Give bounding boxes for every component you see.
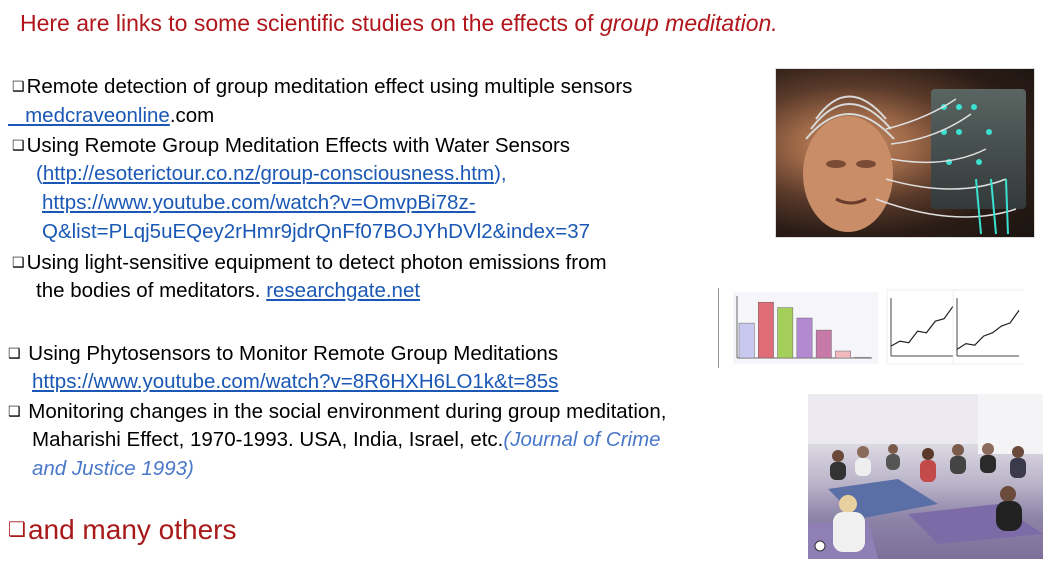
- checkbox-bullet-icon: ❑: [12, 254, 25, 270]
- youtube-link-water-sensors[interactable]: https://www.youtube.com/watch?v=OmvpBi78z-: [42, 191, 476, 214]
- item-5-line3: [32, 456, 194, 482]
- bar-3: [778, 308, 793, 358]
- item-3-heading-line: [12, 249, 607, 276]
- item-2-heading-line: [12, 132, 570, 159]
- bar-6: [835, 351, 850, 358]
- item-1-link-line: [8, 103, 214, 129]
- bar-4: [797, 318, 812, 358]
- meditation-room-icon: [808, 394, 1043, 559]
- research-charts: [718, 288, 1023, 368]
- item-4-link-line: [32, 369, 558, 395]
- head-with-electrodes-icon: [776, 69, 1035, 238]
- item-4-heading: Using Phytosensors to Monitor Remote Group Meditations: [22, 342, 559, 365]
- item-1-heading-line: [12, 73, 632, 100]
- title-emphasis: group meditation.: [599, 10, 778, 36]
- line-chart-2-frame: [953, 290, 1024, 364]
- item-1-link-tail: .com: [169, 104, 215, 127]
- item-5-line2: [32, 427, 661, 453]
- item-3-heading: Using light-sensitive equipment to detect photon emissions from: [26, 251, 607, 274]
- item-5-maharishi: Maharishi Effect, 1970-1993. USA, India, Israel, etc.: [32, 428, 504, 451]
- closing-line: [8, 514, 237, 546]
- item-3-heading-cont: the bodies of meditators.: [36, 279, 267, 302]
- journal-citation: (Journal of Crime: [503, 428, 661, 451]
- item-3-line2: [36, 278, 420, 304]
- charts-figure: [719, 288, 1024, 368]
- line-chart-1-frame: [887, 290, 959, 364]
- item-4-heading-line: [8, 340, 558, 367]
- bar-5: [816, 330, 831, 358]
- researchgate-link[interactable]: researchgate.net: [266, 279, 421, 302]
- medcraveonline-link[interactable]: medcraveonline: [25, 104, 170, 127]
- bar-1: [739, 323, 754, 358]
- item-5-heading: Monitoring changes in the social environment during group meditation,: [22, 400, 667, 423]
- checkbox-bullet-icon: ❑: [8, 519, 26, 541]
- item-2-link2-line2: [42, 219, 590, 245]
- checkbox-bullet-icon: ❑: [8, 403, 21, 419]
- title-prefix: Here are links to some scientific studies on the effects of: [20, 10, 600, 36]
- bar-2: [758, 302, 773, 358]
- closing-text: and many others: [27, 514, 237, 545]
- slide-title: [20, 10, 778, 37]
- group-meditation-photo: [808, 394, 1043, 559]
- youtube-link-phytosensors[interactable]: https://www.youtube.com/watch?v=8R6HXH6LO1k&t=85s: [32, 370, 559, 393]
- checkbox-bullet-icon: ❑: [12, 78, 25, 94]
- item-2-heading: Using Remote Group Meditation Effects with Water Sensors: [26, 134, 571, 157]
- checkbox-bullet-icon: ❑: [8, 345, 21, 361]
- journal-citation-cont: and Justice 1993): [32, 457, 194, 480]
- item-2-link2-line1: [42, 190, 476, 216]
- item-5-heading-line: [8, 398, 666, 425]
- item-1-heading: Remote detection of group meditation effect using multiple sensors: [26, 75, 633, 98]
- checkbox-bullet-icon: ❑: [12, 137, 25, 153]
- eeg-headset-photo: [775, 68, 1035, 238]
- youtube-link-water-sensors-cont[interactable]: Q&list=PLqj5uEQey2rHmr9jdrQnFf07BOJYhDVl2&index=37: [42, 220, 591, 243]
- bar-7: [855, 357, 870, 358]
- esoterictour-link[interactable]: http://esoterictour.co.nz/group-consciousness.htm: [42, 162, 495, 185]
- item-2-link1-line: (http://esoterictour.co.nz/group-consciousness.htm),: [36, 162, 507, 185]
